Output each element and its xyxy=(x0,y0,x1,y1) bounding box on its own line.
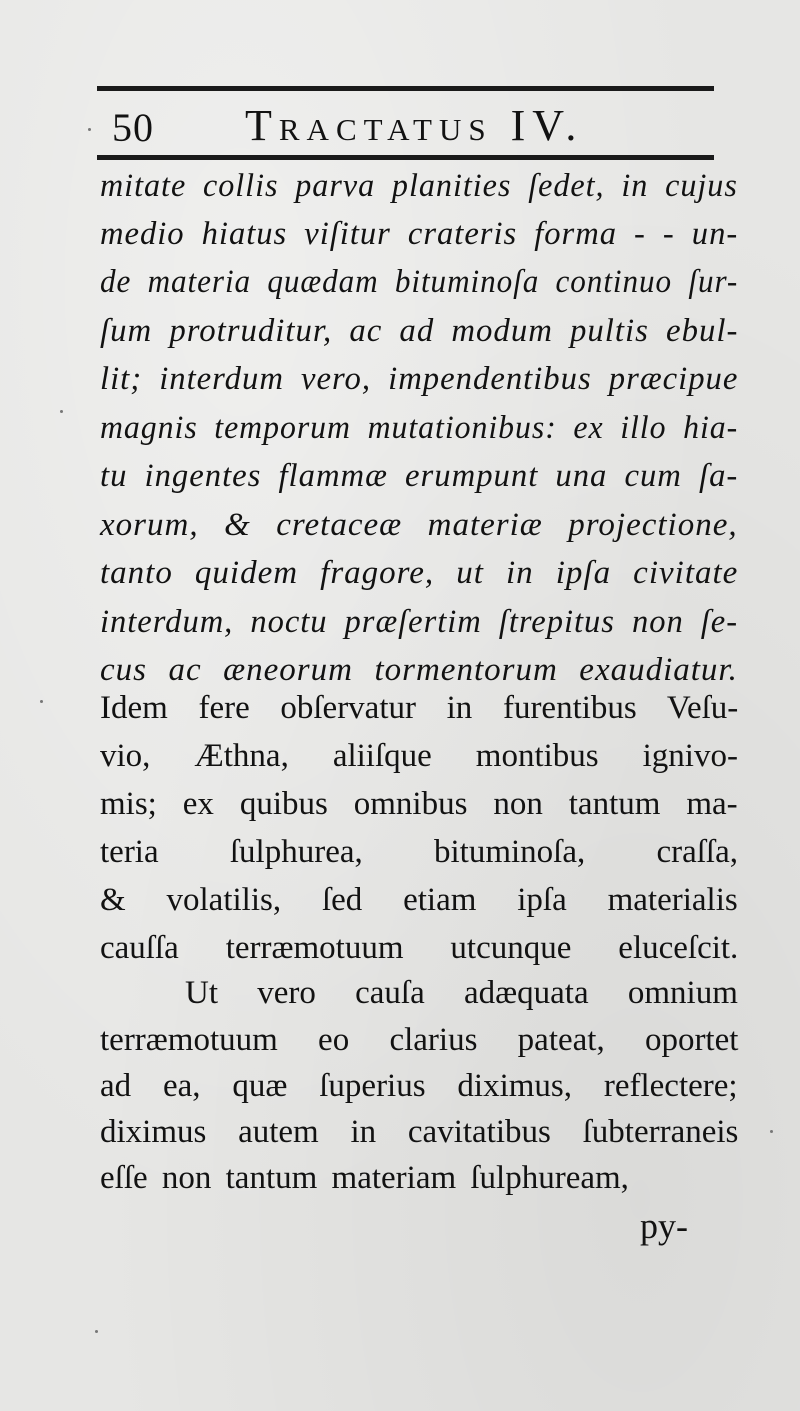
header-rule-top xyxy=(97,86,714,91)
paragraph-start-line: Ut vero cauſa adæquata omnium xyxy=(185,975,738,1011)
italic-line: lit; interdum vero, impendentibus præcipue xyxy=(100,361,739,397)
italic-line: cus ac æneorum tormentorum exaudiatur. xyxy=(100,652,738,688)
body-line: eſſe non tantum materiam ſulphuream, xyxy=(100,1160,629,1196)
italic-line: interdum, noctu præſertim ſtrepitus non ſe- xyxy=(100,604,739,640)
paper-speck xyxy=(40,700,43,703)
paper-speck xyxy=(95,1330,98,1333)
paper-speck xyxy=(88,128,91,131)
header-rule-bottom xyxy=(97,155,714,160)
italic-line: magnis temporum mutationibus: ex illo hia- xyxy=(100,410,739,446)
italic-line: mitate collis parva planities ſedet, in cujus xyxy=(100,168,738,204)
italic-line: tanto quidem fragore, ut in ipſa civitate xyxy=(100,555,739,591)
body-line: cauſſa terræmotuum utcunque eluceſcit. xyxy=(100,930,739,966)
body-line: terræmotuum eo clarius pateat, oportet xyxy=(100,1022,739,1058)
catchword: py- xyxy=(640,1206,688,1246)
paper-speck xyxy=(770,1130,773,1133)
paper-speck xyxy=(60,410,63,413)
page-header xyxy=(100,100,710,150)
italic-line: tu ingentes flammæ erumpunt una cum ſa- xyxy=(100,458,739,494)
page-number: 50 xyxy=(112,105,154,150)
italic-line: ſum protruditur, ac ad modum pultis ebul- xyxy=(100,313,739,349)
body-line: teria ſulphurea, bituminoſa, craſſa, xyxy=(100,834,738,870)
body-line: vio, Æthna, aliiſque montibus ignivo- xyxy=(100,738,738,774)
body-line: Idem fere obſervatur in furentibus Veſu- xyxy=(100,690,739,726)
italic-line: de materia quædam bituminoſa continuo ſur- xyxy=(100,264,739,300)
body-line: diximus autem in cavitatibus ſubterraneis xyxy=(100,1114,739,1150)
italic-line: xorum, & cretaceæ materiæ projectione, xyxy=(100,507,738,543)
running-title: Tractatus IV. xyxy=(245,101,584,150)
italic-line: medio hiatus viſitur crateris forma - - un- xyxy=(100,216,739,252)
body-line: & volatilis, ſed etiam ipſa materialis xyxy=(100,882,738,918)
body-line: ad ea, quæ ſuperius diximus, reflectere; xyxy=(100,1068,738,1104)
body-line: mis; ex quibus omnibus non tantum ma- xyxy=(100,786,738,822)
